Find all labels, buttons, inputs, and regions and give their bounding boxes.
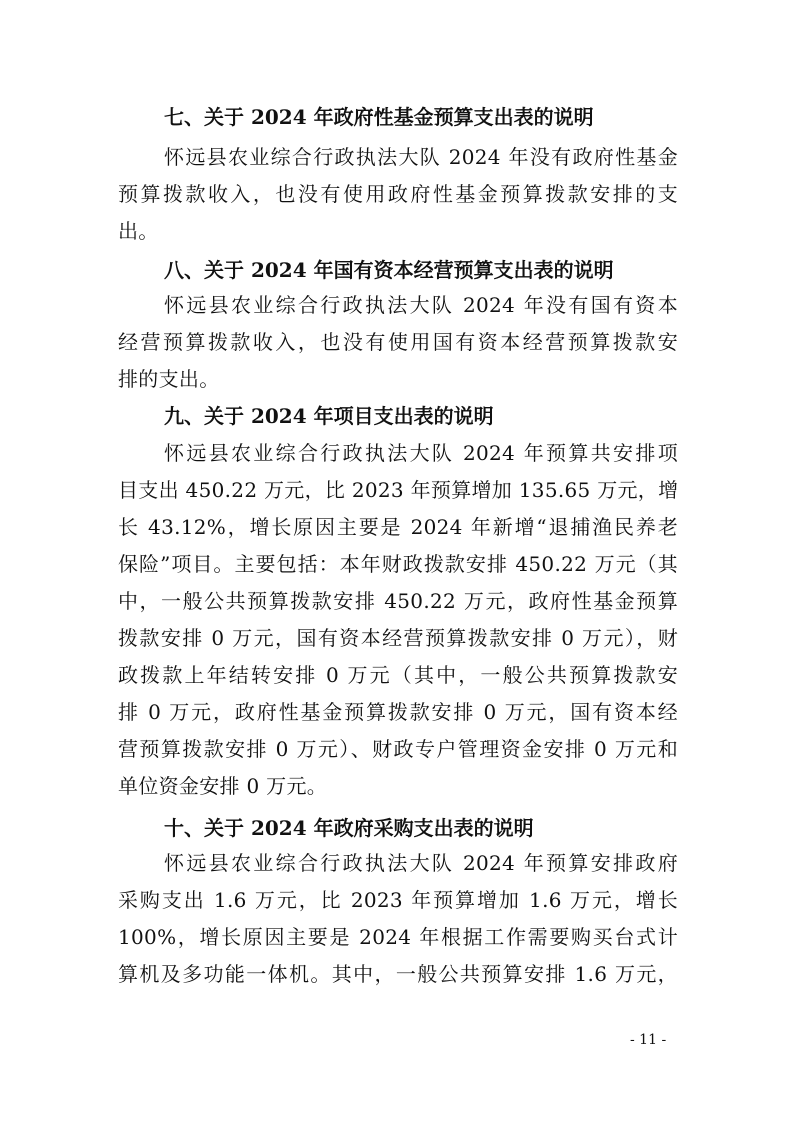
- section-paragraph-7: [118, 139, 678, 250]
- paragraph-line: 预算拨款收入，也没有使用政府性基金预算拨款安排的支: [118, 182, 678, 206]
- section-heading-7: 七、关于 2024 年政府性基金预算支出表的说明: [164, 105, 594, 129]
- section-paragraph-10: [118, 845, 678, 993]
- paragraph-line: 营预算拨款安排 0 万元）、财政专户管理资金安排 0 万元和: [118, 737, 678, 761]
- paragraph-line: 排的支出。: [118, 367, 220, 391]
- paragraph-line: 排 0 万元，政府性基金预算拨款安排 0 万元，国有资本经: [118, 700, 678, 724]
- section-paragraph-8: [118, 287, 678, 398]
- paragraph-line: 经营预算拨款收入，也没有使用国有资本经营预算拨款安: [118, 330, 678, 354]
- paragraph-line: 目支出 450.22 万元，比 2023 年预算增加 135.65 万元，增: [118, 478, 679, 502]
- paragraph-line: 算机及多功能一体机。其中，一般公共预算安排 1.6 万元，: [118, 962, 678, 986]
- paragraph-line: 政拨款上年结转安排 0 万元（其中，一般公共预算拨款安: [118, 663, 678, 687]
- section-heading-10: 十、关于 2024 年政府采购支出表的说明: [164, 816, 534, 840]
- paragraph-line: 单位资金安排 0 万元。: [118, 774, 328, 798]
- paragraph-line: 100%，增长原因主要是 2024 年根据工作需要购买台式计: [118, 925, 678, 949]
- page-number: - 11 -: [630, 1032, 667, 1048]
- paragraph-line: 长 43.12%，增长原因主要是 2024 年新增“退捕渔民养老: [118, 515, 678, 539]
- paragraph-line: 采购支出 1.6 万元，比 2023 年预算增加 1.6 万元，增长: [118, 888, 678, 912]
- section-heading-8: 八、关于 2024 年国有资本经营预算支出表的说明: [164, 258, 614, 282]
- section-paragraph-9: [118, 435, 678, 805]
- paragraph-line: 保险”项目。主要包括：本年财政拨款安排 450.22 万元（其: [118, 552, 678, 576]
- paragraph-line: 怀远县农业综合行政执法大队 2024 年预算安排政府: [164, 851, 678, 875]
- paragraph-line: 中，一般公共预算拨款安排 450.22 万元，政府性基金预算: [118, 589, 678, 613]
- paragraph-line: 怀远县农业综合行政执法大队 2024 年没有国有资本: [164, 293, 678, 317]
- paragraph-line: 怀远县农业综合行政执法大队 2024 年没有政府性基金: [164, 145, 678, 169]
- paragraph-line: 出。: [118, 219, 159, 243]
- paragraph-line: 怀远县农业综合行政执法大队 2024 年预算共安排项: [164, 441, 678, 465]
- paragraph-line: 拨款安排 0 万元，国有资本经营预算拨款安排 0 万元），财: [118, 626, 678, 650]
- section-heading-9: 九、关于 2024 年项目支出表的说明: [164, 404, 494, 428]
